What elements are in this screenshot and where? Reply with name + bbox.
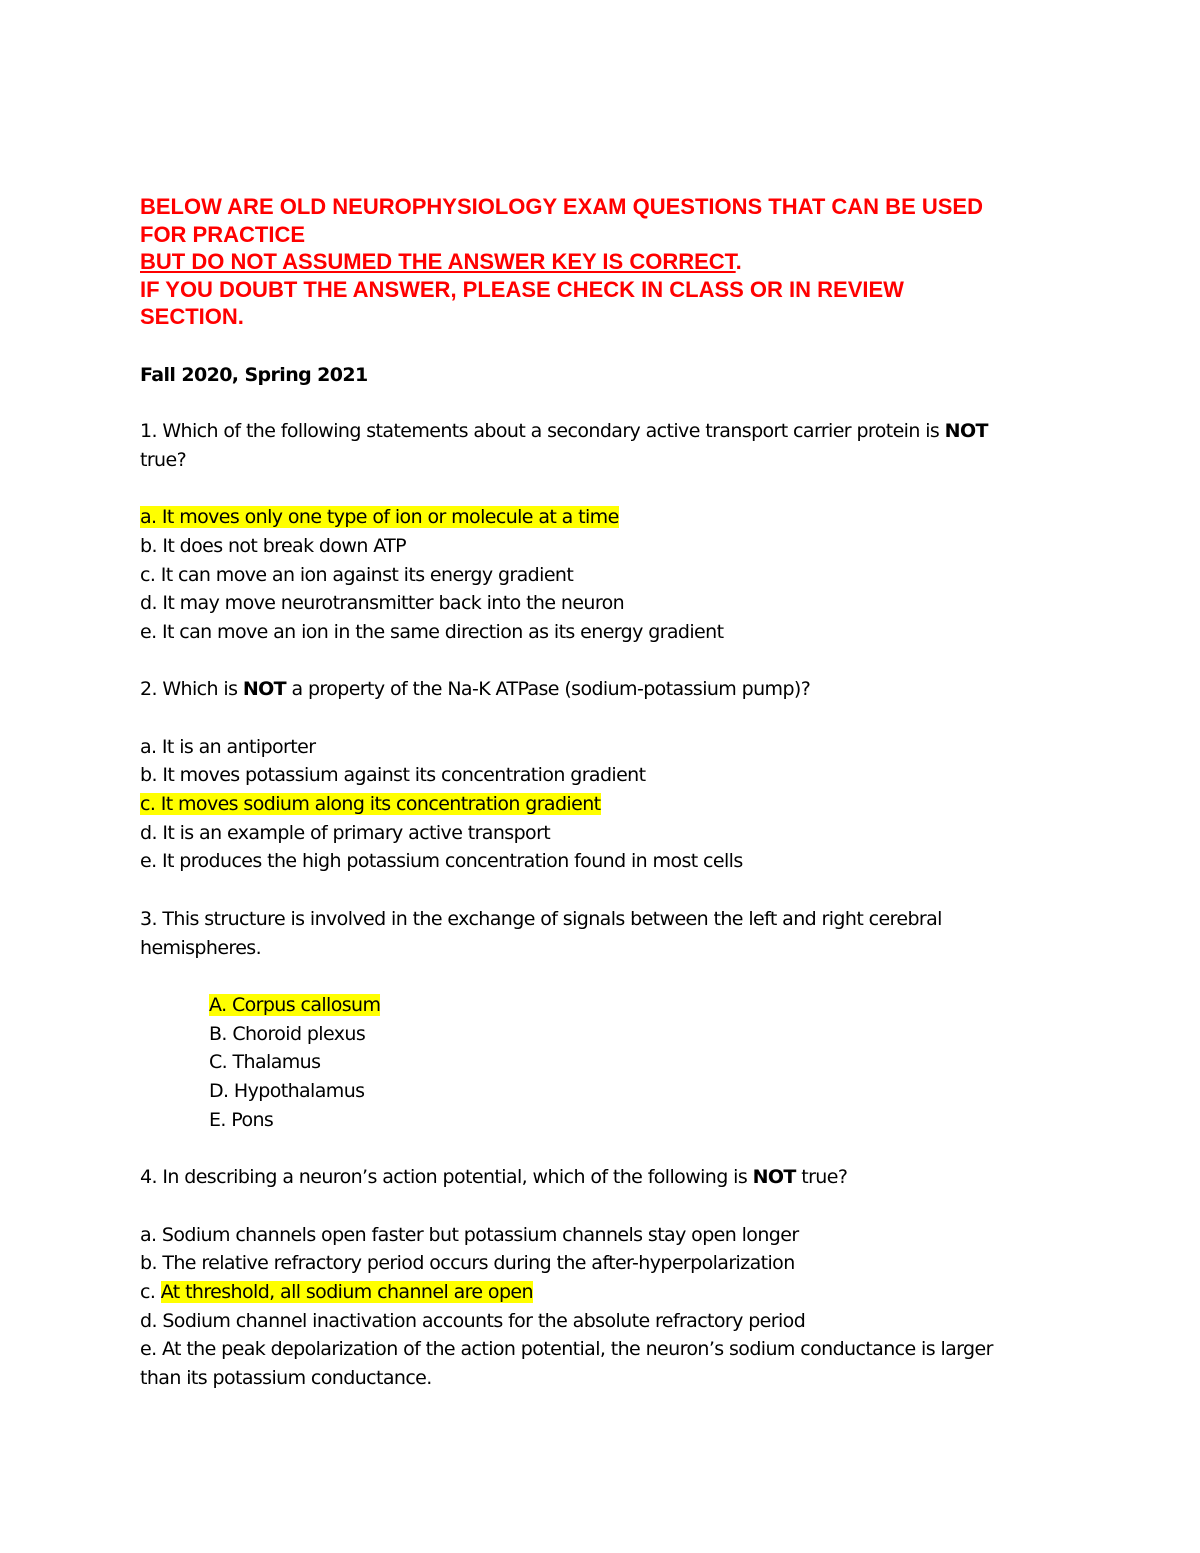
question-4-option-b: b. The relative refractory period occurs during the after-hyperpolarization	[140, 1252, 795, 1274]
question-2-option-a: a. It is an antiporter	[140, 736, 316, 758]
question-3-option-b: B. Choroid plexus	[209, 1023, 366, 1045]
question-2-post: a property of the Na-K ATPase (sodium-potassium pump)?	[286, 678, 811, 700]
notice-line-2: FOR PRACTICE	[140, 221, 305, 247]
answer-highlight: a. It moves only one type of ion or molecule at a time	[140, 506, 619, 528]
question-4-option-c-prefix: c.	[140, 1281, 161, 1303]
question-3-option-a	[209, 991, 380, 1020]
question-1-line-1	[140, 417, 988, 446]
question-4-pre: 4. In describing a neuron’s action potential, which of the following is	[140, 1166, 753, 1188]
question-4-option-e-line-1: e. At the peak depolarization of the action potential, the neuron’s sodium conductance is larger	[140, 1338, 993, 1360]
term-heading: Fall 2020, Spring 2021	[140, 364, 368, 386]
question-1-option-b: b. It does not break down ATP	[140, 535, 407, 557]
question-3-option-e: E. Pons	[209, 1109, 274, 1131]
question-1-text: 1. Which of the following statements about a secondary active transport carrier protein is	[140, 420, 945, 442]
notice-line-5: SECTION.	[140, 304, 244, 330]
answer-highlight: A. Corpus callosum	[209, 994, 381, 1016]
question-4-option-e-line-2: than its potassium conductance.	[140, 1367, 432, 1389]
question-3-option-c: C. Thalamus	[209, 1051, 321, 1073]
question-1-emphasis: NOT	[944, 420, 988, 442]
question-1-option-a	[140, 503, 619, 532]
question-2-option-d: d. It is an example of primary active transport	[140, 822, 551, 844]
question-2-pre: 2. Which is	[140, 678, 243, 700]
question-2-option-e: e. It produces the high potassium concentration found in most cells	[140, 850, 743, 872]
question-4-post: true?	[795, 1166, 848, 1188]
question-4-option-c	[140, 1278, 533, 1307]
question-1-option-d: d. It may move neurotransmitter back into the neuron	[140, 592, 625, 614]
question-1-option-e: e. It can move an ion in the same direction as its energy gradient	[140, 621, 724, 643]
question-4-emphasis: NOT	[752, 1166, 796, 1188]
question-4-option-a: a. Sodium channels open faster but potassium channels stay open longer	[140, 1224, 799, 1246]
question-3-option-d: D. Hypothalamus	[209, 1080, 365, 1102]
notice-line-1: BELOW ARE OLD NEUROPHYSIOLOGY EXAM QUESTIONS THAT CAN BE USED	[140, 194, 983, 219]
notice-underlined-text: BUT DO NOT ASSUMED THE ANSWER KEY IS CORRECT	[140, 249, 736, 275]
notice-line-3	[140, 248, 1080, 276]
question-2-option-b: b. It moves potassium against its concentration gradient	[140, 764, 646, 786]
notice-line-4: IF YOU DOUBT THE ANSWER, PLEASE CHECK IN CLASS OR IN REVIEW	[140, 276, 904, 302]
answer-highlight: At threshold, all sodium channel are open	[160, 1281, 533, 1303]
question-3-line-2: hemispheres.	[140, 937, 262, 959]
answer-highlight: c. It moves sodium along its concentration gradient	[140, 793, 601, 815]
question-3-line-1: 3. This structure is involved in the exchange of signals between the left and right cerebral	[140, 908, 942, 930]
disclaimer-notice	[140, 193, 1080, 331]
notice-period: .	[735, 249, 742, 275]
question-4-option-d: d. Sodium channel inactivation accounts for the absolute refractory period	[140, 1310, 806, 1332]
question-2-line	[140, 675, 810, 704]
question-2-option-c	[140, 790, 601, 819]
question-1-line-2: true?	[140, 449, 187, 471]
question-4-line	[140, 1163, 847, 1192]
question-1-option-c: c. It can move an ion against its energy gradient	[140, 564, 574, 586]
question-2-emphasis: NOT	[242, 678, 287, 700]
